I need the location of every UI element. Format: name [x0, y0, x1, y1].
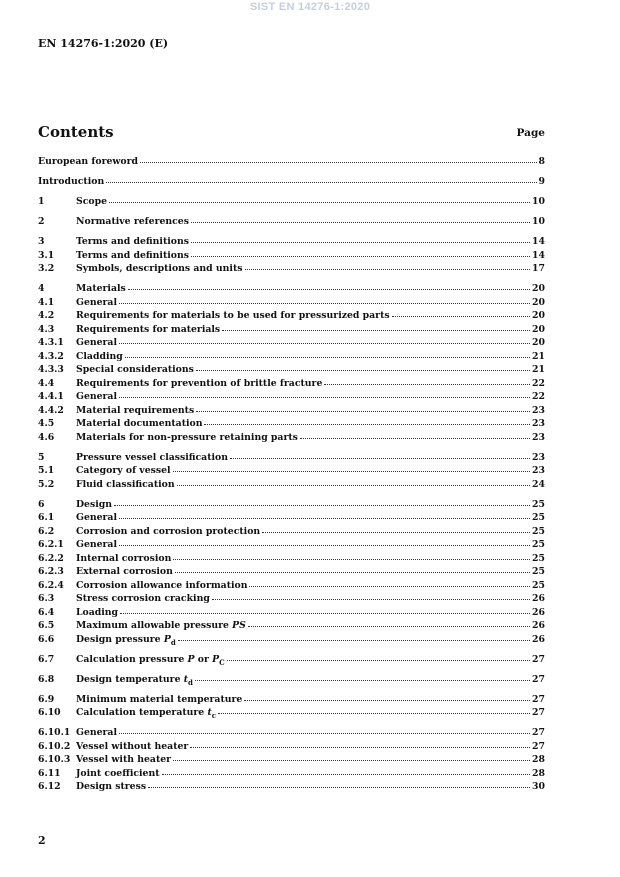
- toc-title: Design stress: [76, 781, 147, 792]
- toc-number: 5.1: [38, 465, 55, 476]
- toc-entry[interactable]: [38, 780, 545, 794]
- toc-title: Requirements for prevention of brittle fracture: [76, 377, 323, 389]
- toc-number: 6.4: [38, 606, 55, 618]
- toc-number: 5.2: [38, 478, 55, 490]
- toc-entry[interactable]: [38, 350, 545, 364]
- toc-page: 27: [532, 653, 545, 665]
- toc-number: 6.8: [38, 673, 55, 685]
- toc-title: Fluid classification: [76, 478, 175, 490]
- toc-entry[interactable]: [38, 592, 545, 606]
- toc-number: 6.12: [38, 781, 61, 792]
- toc-number: 4.1: [38, 296, 55, 308]
- dot-leader: [119, 295, 530, 304]
- toc-entry[interactable]: [38, 693, 545, 707]
- toc-entry[interactable]: [38, 706, 545, 720]
- toc-number: 4.3: [38, 323, 55, 335]
- toc-entry[interactable]: [38, 175, 545, 189]
- toc-page: 26: [532, 606, 545, 618]
- toc-entry[interactable]: [38, 525, 545, 539]
- toc-entry[interactable]: [38, 249, 545, 263]
- toc-entry[interactable]: [38, 155, 545, 169]
- toc-page: 25: [532, 512, 545, 523]
- toc-entry[interactable]: [38, 552, 545, 566]
- toc-title: Pressure vessel classification: [76, 451, 228, 463]
- toc-title: Calculation pressure P or $P_C$: [76, 653, 225, 667]
- document-id: EN 14276-1:2020 (E): [38, 37, 169, 50]
- toc-number: 6.10.1: [38, 727, 71, 738]
- toc-number: 3: [38, 236, 45, 247]
- dot-leader: [119, 389, 530, 398]
- dot-leader: [140, 154, 537, 163]
- toc-number: 4.6: [38, 431, 55, 443]
- toc-page: 20: [532, 323, 545, 335]
- toc-title: Corrosion and corrosion protection: [76, 525, 261, 537]
- dot-leader: [148, 779, 530, 788]
- toc-page: 23: [532, 404, 545, 416]
- toc-page: 25: [532, 525, 545, 537]
- toc-page: 17: [532, 263, 545, 274]
- toc-title: General: [76, 296, 117, 308]
- toc-entry[interactable]: [38, 653, 545, 667]
- dot-leader: [190, 739, 530, 748]
- toc-entry[interactable]: [38, 363, 545, 377]
- toc-title: Design: [76, 498, 113, 510]
- toc-number: 6.11: [38, 767, 61, 779]
- toc-title: Symbols, descriptions and units: [76, 263, 243, 274]
- toc-page: 10: [532, 196, 545, 207]
- dot-leader: [109, 194, 530, 203]
- dot-leader: [162, 766, 531, 775]
- toc-number: 6.3: [38, 593, 55, 604]
- toc-title: Design temperature $t_d$: [76, 673, 193, 687]
- toc-number: 4.5: [38, 418, 55, 429]
- toc-number: 4.3.3: [38, 364, 64, 375]
- toc-page: 22: [532, 391, 545, 402]
- toc-page: 9: [538, 176, 545, 187]
- toc-title: Normative references: [76, 216, 189, 227]
- toc-number: 6.6: [38, 633, 55, 645]
- dot-leader: [204, 416, 530, 425]
- dot-leader: [177, 477, 530, 486]
- dot-leader: [196, 362, 530, 371]
- dot-leader: [120, 605, 530, 614]
- dot-leader: [249, 578, 530, 587]
- toc-number: 6.10.2: [38, 740, 71, 752]
- toc-entry[interactable]: [38, 377, 545, 391]
- toc-title: Cladding: [76, 350, 123, 362]
- dot-leader: [106, 174, 536, 183]
- toc-title: General: [76, 391, 117, 402]
- dot-leader: [218, 705, 530, 714]
- toc-page: 23: [532, 431, 545, 443]
- toc-title: Materials for non-pressure retaining parts: [76, 431, 298, 443]
- toc-title: Terms and definitions: [76, 249, 189, 261]
- toc-entry[interactable]: [38, 726, 545, 740]
- toc-page: 20: [532, 283, 545, 294]
- toc-page: 20: [532, 337, 545, 348]
- toc-entry[interactable]: [38, 478, 545, 492]
- toc-number: 6.10: [38, 707, 61, 718]
- toc-entry[interactable]: [38, 404, 545, 418]
- dot-leader: [244, 692, 530, 701]
- toc-title: Introduction: [38, 176, 105, 187]
- toc-page: 23: [532, 451, 545, 463]
- toc-entry[interactable]: [38, 673, 545, 687]
- toc-title: Requirements for materials to be used for pressurized parts: [76, 310, 390, 321]
- toc-title: Category of vessel: [76, 465, 171, 476]
- contents-heading: Contents: [38, 123, 114, 141]
- toc-entry[interactable]: [38, 296, 545, 310]
- dot-leader: [119, 335, 530, 344]
- toc-title: Special considerations: [76, 364, 194, 375]
- toc-number: 6.2: [38, 525, 55, 537]
- toc-title: Minimum material temperature: [76, 693, 243, 705]
- toc-entry[interactable]: [38, 464, 545, 478]
- dot-leader: [300, 430, 530, 439]
- dot-leader: [173, 463, 531, 472]
- toc-number: 3.1: [38, 249, 55, 261]
- toc-title: General: [76, 512, 117, 523]
- toc-number: 6.2.3: [38, 566, 64, 577]
- toc-entry[interactable]: [38, 195, 545, 209]
- toc-title: Vessel with heater: [76, 754, 172, 765]
- toc-entry[interactable]: [38, 498, 545, 512]
- toc-entry[interactable]: [38, 417, 545, 431]
- toc-page: 27: [532, 740, 545, 752]
- dot-leader: [324, 376, 530, 385]
- dot-leader: [191, 234, 530, 243]
- toc-page: 20: [532, 310, 545, 321]
- toc-page: 14: [532, 236, 545, 247]
- toc-page: 25: [532, 552, 545, 564]
- toc-entry[interactable]: [38, 511, 545, 525]
- toc-entry[interactable]: [38, 215, 545, 229]
- toc-entry[interactable]: [38, 753, 545, 767]
- toc-title: Joint coefficient: [76, 767, 160, 779]
- toc-page: 27: [532, 693, 545, 705]
- toc-entry[interactable]: [38, 262, 545, 276]
- toc-number: 6: [38, 498, 45, 510]
- toc-entry[interactable]: [38, 538, 545, 552]
- watermark: SIST EN 14276-1:2020: [249, 1, 371, 13]
- dot-leader: [119, 725, 530, 734]
- toc-entry[interactable]: [38, 235, 545, 249]
- toc-page: 21: [532, 350, 545, 362]
- toc-number: 4.4: [38, 377, 55, 389]
- toc-page: 27: [532, 727, 545, 738]
- toc-number: 6.9: [38, 693, 55, 705]
- toc-entry[interactable]: [38, 390, 545, 404]
- toc-title: Internal corrosion: [76, 552, 172, 564]
- toc-page: 30: [532, 781, 545, 792]
- toc-page: 27: [532, 673, 545, 685]
- toc-title: Maximum allowable pressure PS: [76, 620, 246, 631]
- toc-entry[interactable]: [38, 451, 545, 465]
- dot-leader: [230, 450, 530, 459]
- toc-page: 23: [532, 418, 545, 429]
- dot-leader: [195, 672, 530, 681]
- dot-leader: [191, 214, 530, 223]
- toc-number: 6.7: [38, 653, 55, 665]
- toc-page: 22: [532, 377, 545, 389]
- toc-entry[interactable]: [38, 431, 545, 445]
- toc-title: Calculation temperature $t_c$: [76, 707, 217, 720]
- toc-entry[interactable]: [38, 323, 545, 337]
- toc-title: Scope: [76, 196, 107, 207]
- toc-number: 3.2: [38, 263, 55, 274]
- toc-page: 28: [532, 767, 545, 779]
- toc-title: Terms and definitions: [76, 236, 189, 247]
- toc-number: 4.2: [38, 310, 55, 321]
- dot-leader: [119, 510, 530, 519]
- toc-title: Materials: [76, 283, 126, 294]
- dot-leader: [175, 564, 530, 573]
- toc-page: 25: [532, 579, 545, 591]
- toc-number: 6.2.1: [38, 539, 64, 550]
- toc-entry[interactable]: [38, 336, 545, 350]
- page-column-heading: Page: [516, 127, 545, 139]
- toc-title: General: [76, 539, 117, 550]
- toc-page: 20: [532, 296, 545, 308]
- toc-title: European foreword: [38, 156, 138, 167]
- dot-leader: [248, 618, 530, 627]
- toc-title: General: [76, 337, 117, 348]
- dot-leader: [227, 652, 530, 661]
- toc-number: 4.4.1: [38, 391, 64, 402]
- toc-page: 14: [532, 249, 545, 261]
- dot-leader: [222, 322, 530, 331]
- dot-leader: [191, 248, 530, 257]
- toc-page: 10: [532, 216, 545, 227]
- toc-entry[interactable]: [38, 633, 545, 647]
- toc-page: 24: [532, 478, 545, 490]
- toc-page: 28: [532, 754, 545, 765]
- toc-title: Design pressure $P_d$: [76, 633, 176, 647]
- toc-entry[interactable]: [38, 309, 545, 323]
- dot-leader: [114, 497, 530, 506]
- toc-title: External corrosion: [76, 566, 173, 577]
- dot-leader: [125, 349, 530, 358]
- toc-entry[interactable]: [38, 767, 545, 781]
- toc-number: 6.2.4: [38, 579, 64, 591]
- table-of-contents: [38, 155, 545, 794]
- toc-title: Stress corrosion cracking: [76, 593, 210, 604]
- toc-page: 23: [532, 465, 545, 476]
- toc-entry[interactable]: [38, 606, 545, 620]
- toc-title: Loading: [76, 606, 119, 618]
- toc-page: 21: [532, 364, 545, 375]
- toc-page: 27: [532, 707, 545, 718]
- toc-title: Material documentation: [76, 418, 203, 429]
- toc-page: 26: [532, 620, 545, 631]
- toc-entry[interactable]: [38, 619, 545, 633]
- toc-page: 25: [532, 539, 545, 550]
- toc-number: 6.1: [38, 512, 55, 523]
- toc-entry[interactable]: [38, 740, 545, 754]
- toc-number: 6.5: [38, 620, 55, 631]
- dot-leader: [212, 591, 530, 600]
- toc-entry[interactable]: [38, 579, 545, 593]
- toc-page: 25: [532, 498, 545, 510]
- toc-number: 5: [38, 451, 45, 463]
- toc-entry[interactable]: [38, 282, 545, 296]
- toc-entry[interactable]: [38, 565, 545, 579]
- toc-number: 4.3.2: [38, 350, 64, 362]
- dot-leader: [196, 403, 530, 412]
- dot-leader: [392, 308, 530, 317]
- toc-number: 4.4.2: [38, 404, 64, 416]
- toc-number: 4.3.1: [38, 337, 64, 348]
- toc-page: 26: [532, 633, 545, 645]
- toc-page: 8: [538, 156, 545, 167]
- toc-number: 2: [38, 216, 45, 227]
- page-number: 2: [38, 834, 46, 847]
- dot-leader: [173, 752, 530, 761]
- toc-page: 26: [532, 593, 545, 604]
- toc-title: General: [76, 727, 117, 738]
- dot-leader: [128, 281, 530, 290]
- dot-leader: [262, 524, 530, 533]
- toc-title: Requirements for materials: [76, 323, 221, 335]
- toc-title: Corrosion allowance information: [76, 579, 248, 591]
- dot-leader: [178, 632, 530, 641]
- dot-leader: [245, 261, 531, 270]
- dot-leader: [173, 551, 530, 560]
- toc-title: Vessel without heater: [76, 740, 189, 752]
- dot-leader: [119, 537, 530, 546]
- toc-title: Material requirements: [76, 404, 195, 416]
- toc-number: 4: [38, 283, 45, 294]
- toc-page: 25: [532, 566, 545, 577]
- toc-number: 6.2.2: [38, 552, 64, 564]
- toc-number: 6.10.3: [38, 754, 71, 765]
- toc-number: 1: [38, 196, 45, 207]
